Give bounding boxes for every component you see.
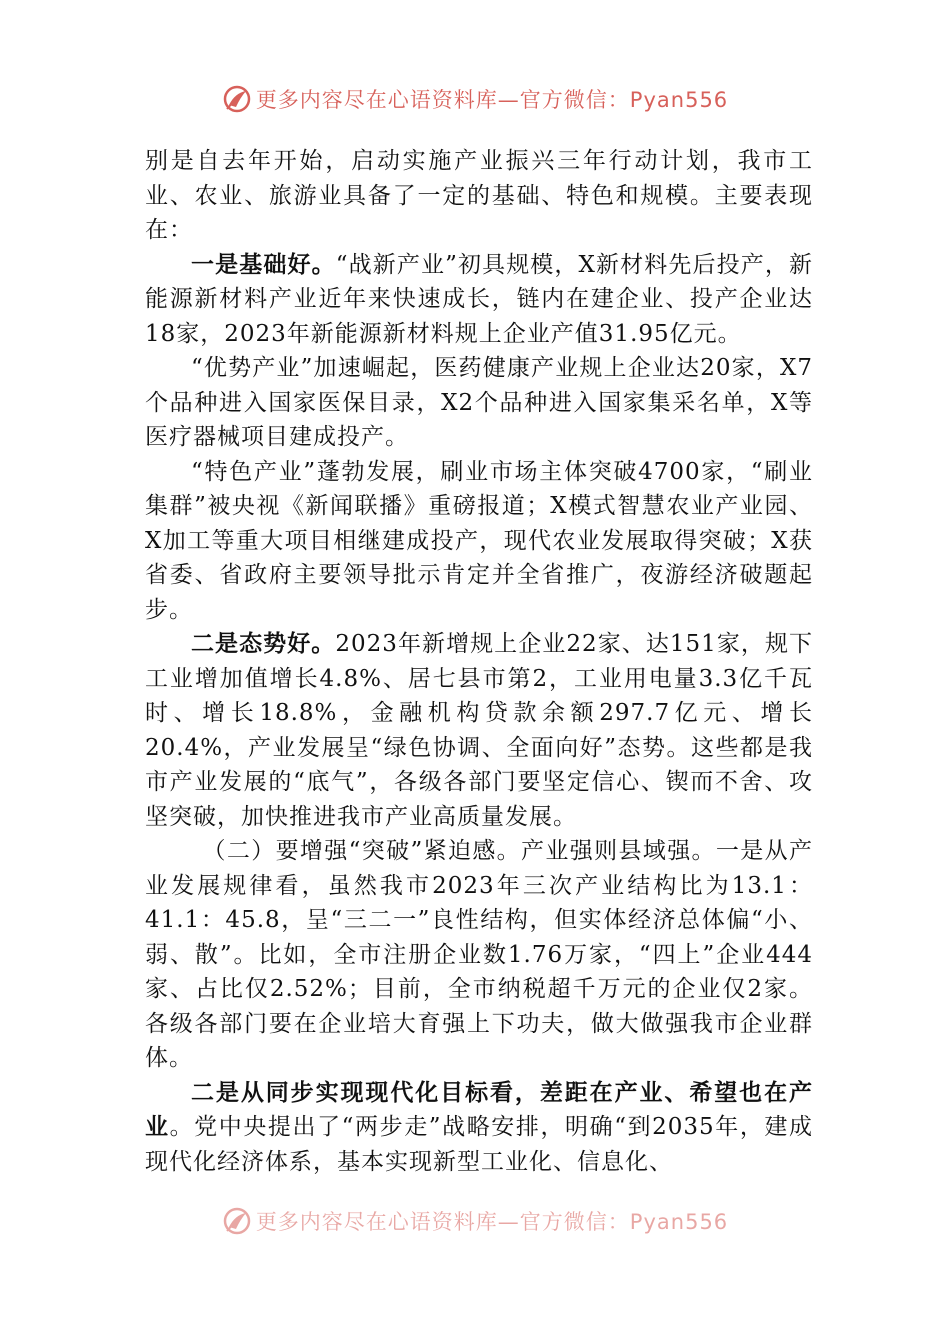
paragraph-foundation [145,248,813,352]
heading-foundation: 一是基础好。 [191,250,336,278]
watermark-top [0,84,950,114]
watermark-logo-icon [222,1206,252,1236]
watermark-text: 更多内容尽在心语资料库—官方微信：Pyan556 [255,88,729,112]
paragraph-modernization-text: 。党中央提出了“两步走”战略安排，明确“到2035年，建成现代化经济体系，基本实现新型工业化、信息化、 [145,1114,813,1175]
paragraph-urgency: （二）要增强“突破”紧迫感。产业强则县域强。一是从产业发展规律看，虽然我市2023年三次产业结构比为13.1：41.1：45.8，呈“三二一”良性结构，但实体经济总体偏“小、弱、散”。比如，全市注册企业数1.76万家，“四上”企业444家、占比仅2.52%；目前，全市纳税超千万元的企业仅2家。各级各部门要在企业培大育强上下功夫，做大做强我市企业群体。 [145,838,813,1071]
paragraph-featured-industry: “特色产业”蓬勃发展，刷业市场主体突破4700家，“刷业集群”被央视《新闻联播》重磅报道；X模式智慧农业产业园、X加工等重大项目相继建成投产，现代农业发展取得突破；X获省委、省政府主要领导批示肯定并全省推广，夜游经济破题起步。 [145,458,813,623]
paragraph-foundation-text: “战新产业”初具规模，X新材料先后投产，新能源新材料产业近年来快速成长，链内在建企业、投产企业达18家，2023年新能源新材料规上企业产值31.95亿元。 [145,251,813,347]
paragraph-continued: 别是自去年开始，启动实施产业振兴三年行动计划，我市工业、农业、旅游业具备了一定的基础、特色和规模。主要表现在： [145,148,813,243]
watermark-logo-icon [222,84,252,114]
paragraph-momentum [145,627,813,834]
watermark-bottom [0,1206,950,1236]
heading-modernization: 二是从同步实现现代化目标看，差距在产业、希望也在产业 [145,1078,813,1140]
watermark-text: 更多内容尽在心语资料库—官方微信：Pyan556 [255,1210,729,1234]
heading-momentum: 二是态势好。 [191,630,336,657]
paragraph-modernization [145,1076,813,1180]
paragraph-advantage-industry: “优势产业”加速崛起，医药健康产业规上企业达20家，X7个品种进入国家医保目录，X2个品种进入国家集采名单，X等医疗器械项目建成投产。 [145,355,813,450]
document-body [145,144,813,1219]
paragraph-momentum-text: 2023年新增规上企业22家、达151家，规下工业增加值增长4.8%、居七县市第2，工业用电量3.3亿千瓦时、增长18.8%，金融机构贷款余额297.7亿元、增长20.4%，产业发展呈“绿色协调、全面向好”态势。这些都是我市产业发展的“底气”，各级各部门要坚定信心、锲而不舍、攻坚突破，加快推进我市产业高质量发展。 [145,631,813,830]
